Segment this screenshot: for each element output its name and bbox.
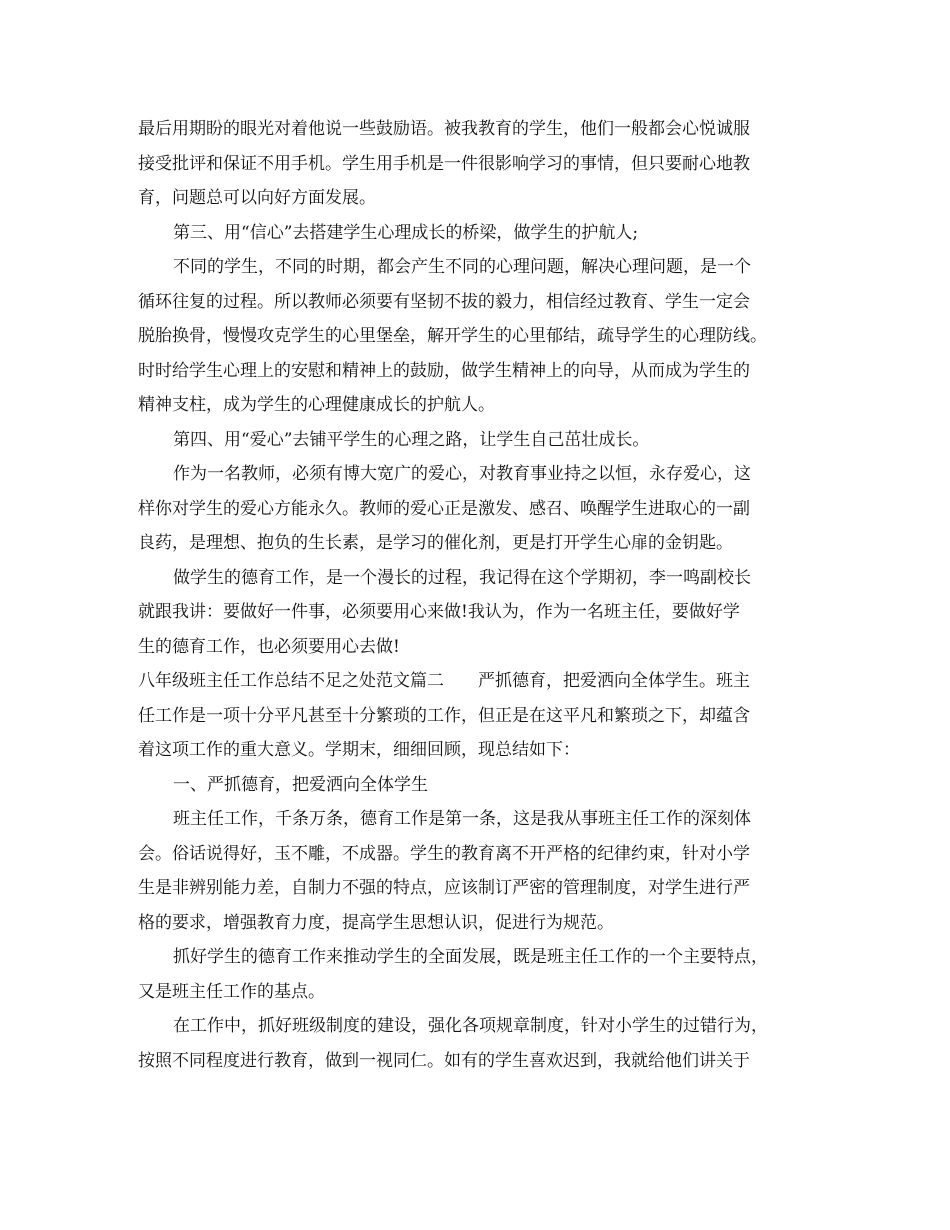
text-line: 育，问题总可以向好方面发展。 [138, 188, 376, 208]
text-line: 抓好学生的德育工作来推动学生的全面发展，既是班主任工作的一个主要特点， [173, 947, 768, 967]
text-line: 任工作是一项十分平凡甚至十分繁琐的工作，但正是在这平凡和繁琐之下，却蕴含 [138, 705, 750, 726]
text-line: 接受批评和保证不用手机。学生用手机是一件很影响学习的事情，但只要耐心地教 [138, 153, 750, 174]
section-heading: 第四、用“爱心”去铺平学生的心理之路，让学生自己茁壮成长。 [173, 429, 650, 450]
section-heading: 一、严抓德育，把爱洒向全体学生 [173, 774, 428, 795]
text-line: 不同的学生，不同的时期，都会产生不同的心理问题，解决心理问题，是一个 [173, 257, 751, 277]
section-heading: 第三、用“信心”去搭建学生心理成长的桥梁，做学生的护航人; [173, 222, 639, 243]
text-line: 按照不同程度进行教育，做到一视同仁。如有的学生喜欢迟到，我就给他们讲关于 [138, 1050, 750, 1071]
text-line: 良药，是理想、抱负的生长素，是学习的催化剂，更是打开学生心扉的金钥匙。 [138, 533, 733, 553]
text-line: 生是非辨别能力差，自制力不强的特点，应该制订严密的管理制度，对学生进行严 [138, 878, 750, 898]
text-line: 就跟我讲：要做好一件事，必须要用心来做!我认为，作为一名班主任，要做好学 [138, 602, 740, 622]
document-page [138, 112, 828, 1078]
text-line: 格的要求，增强教育力度，提高学生思想认识，促进行为规范。 [138, 912, 614, 933]
text-line: 循环往复的过程。所以教师必须要有坚韧不拔的毅力，相信经过教育、学生一定会 [138, 291, 750, 312]
text-line: 时时给学生心理上的安慰和精神上的鼓励，做学生精神上的向导，从而成为学生的 [138, 360, 750, 381]
article-title-line: 八年级班主任工作总结不足之处范文篇二 严抓德育，把爱洒向全体学生。班主 [138, 671, 750, 691]
text-line: 会。俗话说得好，玉不雕，不成器。学生的教育离不开严格的纪律约束，针对小学 [138, 843, 750, 864]
text-line: 做学生的德育工作，是一个漫长的过程，我记得在这个学期初，李一鸣副校长 [173, 567, 751, 588]
text-line: 作为一名教师，必须有博大宽广的爱心，对教育事业持之以恒，永存爱心，这 [173, 464, 751, 484]
text-line: 最后用期盼的眼光对着他说一些鼓励语。被我教育的学生，他们一般都会心悦诚服 [138, 119, 750, 139]
text-line: 生的德育工作，也必须要用心去做! [138, 636, 400, 657]
text-line: 又是班主任工作的基点。 [138, 981, 325, 1002]
text-line: 在工作中，抓好班级制度的建设，强化各项规章制度，针对小学生的过错行为， [173, 1016, 768, 1036]
text-line: 班主任工作，千条万条，德育工作是第一条，这是我从事班主任工作的深刻体 [173, 809, 751, 829]
text-line: 脱胎换骨，慢慢攻克学生的心里堡垒，解开学生的心里郁结，疏导学生的心理防线。 [138, 326, 767, 346]
text-line: 样你对学生的爱心方能永久。教师的爱心正是激发、感召、唤醒学生进取心的一副 [138, 498, 750, 519]
text-line: 精神支柱，成为学生的心理健康成长的护航人。 [138, 395, 495, 415]
text-line: 着这项工作的重大意义。学期末，细细回顾，现总结如下： [138, 740, 580, 760]
